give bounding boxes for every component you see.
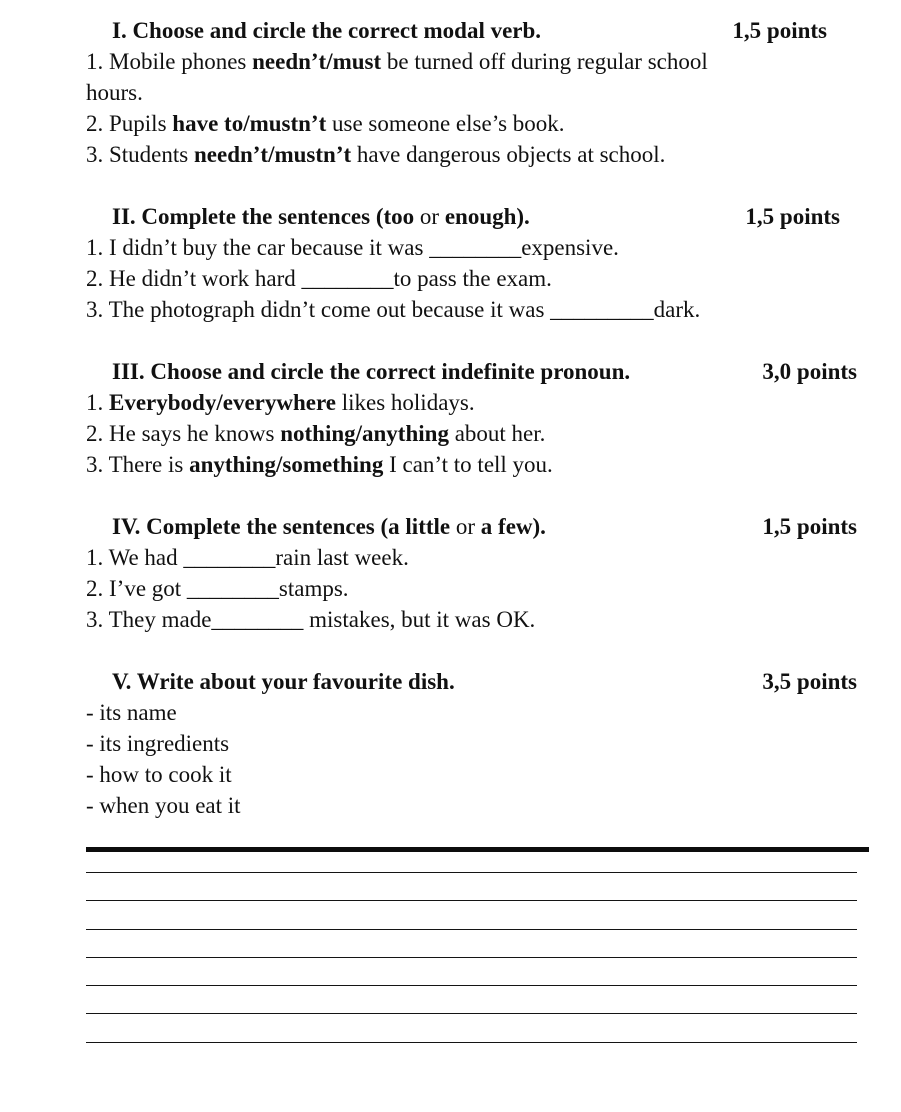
text-segment: 3. Students bbox=[86, 142, 194, 167]
section-5-favourite-dish bbox=[86, 666, 901, 821]
bold-text-segment: needn’t/must bbox=[252, 49, 382, 74]
bold-text-segment: enough). bbox=[439, 204, 530, 229]
section-1-lines bbox=[86, 46, 901, 170]
ruled-line bbox=[86, 1014, 857, 1042]
text-line bbox=[86, 759, 901, 790]
section-5-points: 3,5 points bbox=[762, 669, 857, 694]
section-2-heading bbox=[86, 201, 901, 232]
text-segment: about her. bbox=[448, 421, 546, 446]
section-3-indefinite-pronouns bbox=[86, 356, 901, 480]
ruled-line bbox=[86, 901, 857, 929]
bold-text-segment: have to/mustn’t bbox=[172, 111, 327, 136]
text-segment: 3. There is bbox=[86, 452, 190, 477]
section-3-title bbox=[86, 356, 630, 387]
text-segment: 1. Mobile phones bbox=[86, 49, 253, 74]
section-1-points: 1,5 points bbox=[732, 18, 827, 43]
text-segment: 2. He says he knows bbox=[86, 421, 281, 446]
text-line bbox=[86, 697, 901, 728]
section-3-heading bbox=[86, 356, 901, 387]
section-4-title bbox=[86, 511, 546, 542]
bold-text-segment: anything/something bbox=[189, 452, 384, 477]
text-segment: - its ingredients bbox=[86, 731, 230, 756]
text-segment: 3. They made________ mistakes, but it was OK. bbox=[86, 607, 536, 632]
section-5-lines bbox=[86, 697, 901, 821]
section-4-heading bbox=[86, 511, 901, 542]
section-3-points: 3,0 points bbox=[762, 359, 857, 384]
text-line bbox=[86, 294, 901, 325]
bold-text-segment: nothing/anything bbox=[280, 421, 449, 446]
ruled-line bbox=[86, 930, 857, 958]
section-1-title bbox=[86, 15, 541, 46]
section-2-too-enough bbox=[86, 201, 901, 325]
ruled-line bbox=[86, 852, 857, 873]
text-line bbox=[86, 263, 901, 294]
section-5-title bbox=[86, 666, 455, 697]
text-line bbox=[86, 139, 901, 170]
text-segment: or bbox=[419, 204, 440, 229]
text-line bbox=[86, 449, 901, 480]
ruled-line bbox=[86, 958, 857, 986]
section-3-lines bbox=[86, 387, 901, 480]
ruled-line bbox=[86, 986, 857, 1014]
section-2-lines bbox=[86, 232, 901, 325]
ruled-writing-lines bbox=[86, 852, 901, 1043]
text-segment: I can’t to tell you. bbox=[383, 452, 553, 477]
text-line bbox=[86, 77, 901, 108]
text-line bbox=[86, 108, 901, 139]
bold-text-segment: V. Write about your favourite dish. bbox=[112, 669, 455, 694]
text-line bbox=[86, 46, 901, 77]
text-segment: use someone else’s book. bbox=[326, 111, 565, 136]
section-2-title bbox=[86, 201, 530, 232]
text-line bbox=[86, 418, 901, 449]
text-segment: 3. The photograph didn’t come out because it was _________dark. bbox=[86, 297, 701, 322]
text-line bbox=[86, 232, 901, 263]
bold-text-segment: III. Choose and circle the correct indefinite pronoun. bbox=[112, 359, 631, 384]
text-segment: 2. I’ve got ________stamps. bbox=[86, 576, 349, 601]
text-line bbox=[86, 790, 901, 821]
text-segment: - how to cook it bbox=[86, 762, 232, 787]
text-segment: have dangerous objects at school. bbox=[351, 142, 666, 167]
bold-text-segment: IV. Complete the sentences (a little bbox=[112, 514, 456, 539]
bold-text-segment: needn’t/mustn’t bbox=[193, 142, 352, 167]
text-segment: likes holidays. bbox=[335, 390, 475, 415]
text-segment: 1. I didn’t buy the car because it was ________expensive. bbox=[86, 235, 619, 260]
answer-area bbox=[86, 847, 901, 1043]
ruled-line bbox=[86, 873, 857, 901]
section-4-points: 1,5 points bbox=[762, 514, 857, 539]
section-1-heading bbox=[86, 15, 901, 46]
text-segment: 2. He didn’t work hard ________to pass the exam. bbox=[86, 266, 552, 291]
text-segment: 1. bbox=[86, 390, 109, 415]
text-segment: hours. bbox=[86, 80, 143, 105]
section-4-a-little-a-few bbox=[86, 511, 901, 635]
bold-text-segment: Everybody/everywhere bbox=[109, 390, 336, 415]
bold-text-segment: a few). bbox=[475, 514, 546, 539]
text-segment: - its name bbox=[86, 700, 177, 725]
section-4-lines bbox=[86, 542, 901, 635]
text-segment: 2. Pupils bbox=[86, 111, 173, 136]
section-5-heading bbox=[86, 666, 901, 697]
text-line bbox=[86, 573, 901, 604]
section-1-modal-verbs bbox=[86, 15, 901, 170]
text-segment: - when you eat it bbox=[86, 793, 241, 818]
text-line bbox=[86, 542, 901, 573]
bold-text-segment: II. Complete the sentences (too bbox=[112, 204, 420, 229]
bold-text-segment: I. Choose and circle the correct modal verb. bbox=[112, 18, 542, 43]
text-segment: or bbox=[455, 514, 476, 539]
text-segment: 1. We had ________rain last week. bbox=[86, 545, 409, 570]
section-2-points: 1,5 points bbox=[745, 204, 840, 229]
text-line bbox=[86, 387, 901, 418]
text-line bbox=[86, 728, 901, 759]
text-segment: be turned off during regular school bbox=[381, 49, 708, 74]
text-line bbox=[86, 604, 901, 635]
